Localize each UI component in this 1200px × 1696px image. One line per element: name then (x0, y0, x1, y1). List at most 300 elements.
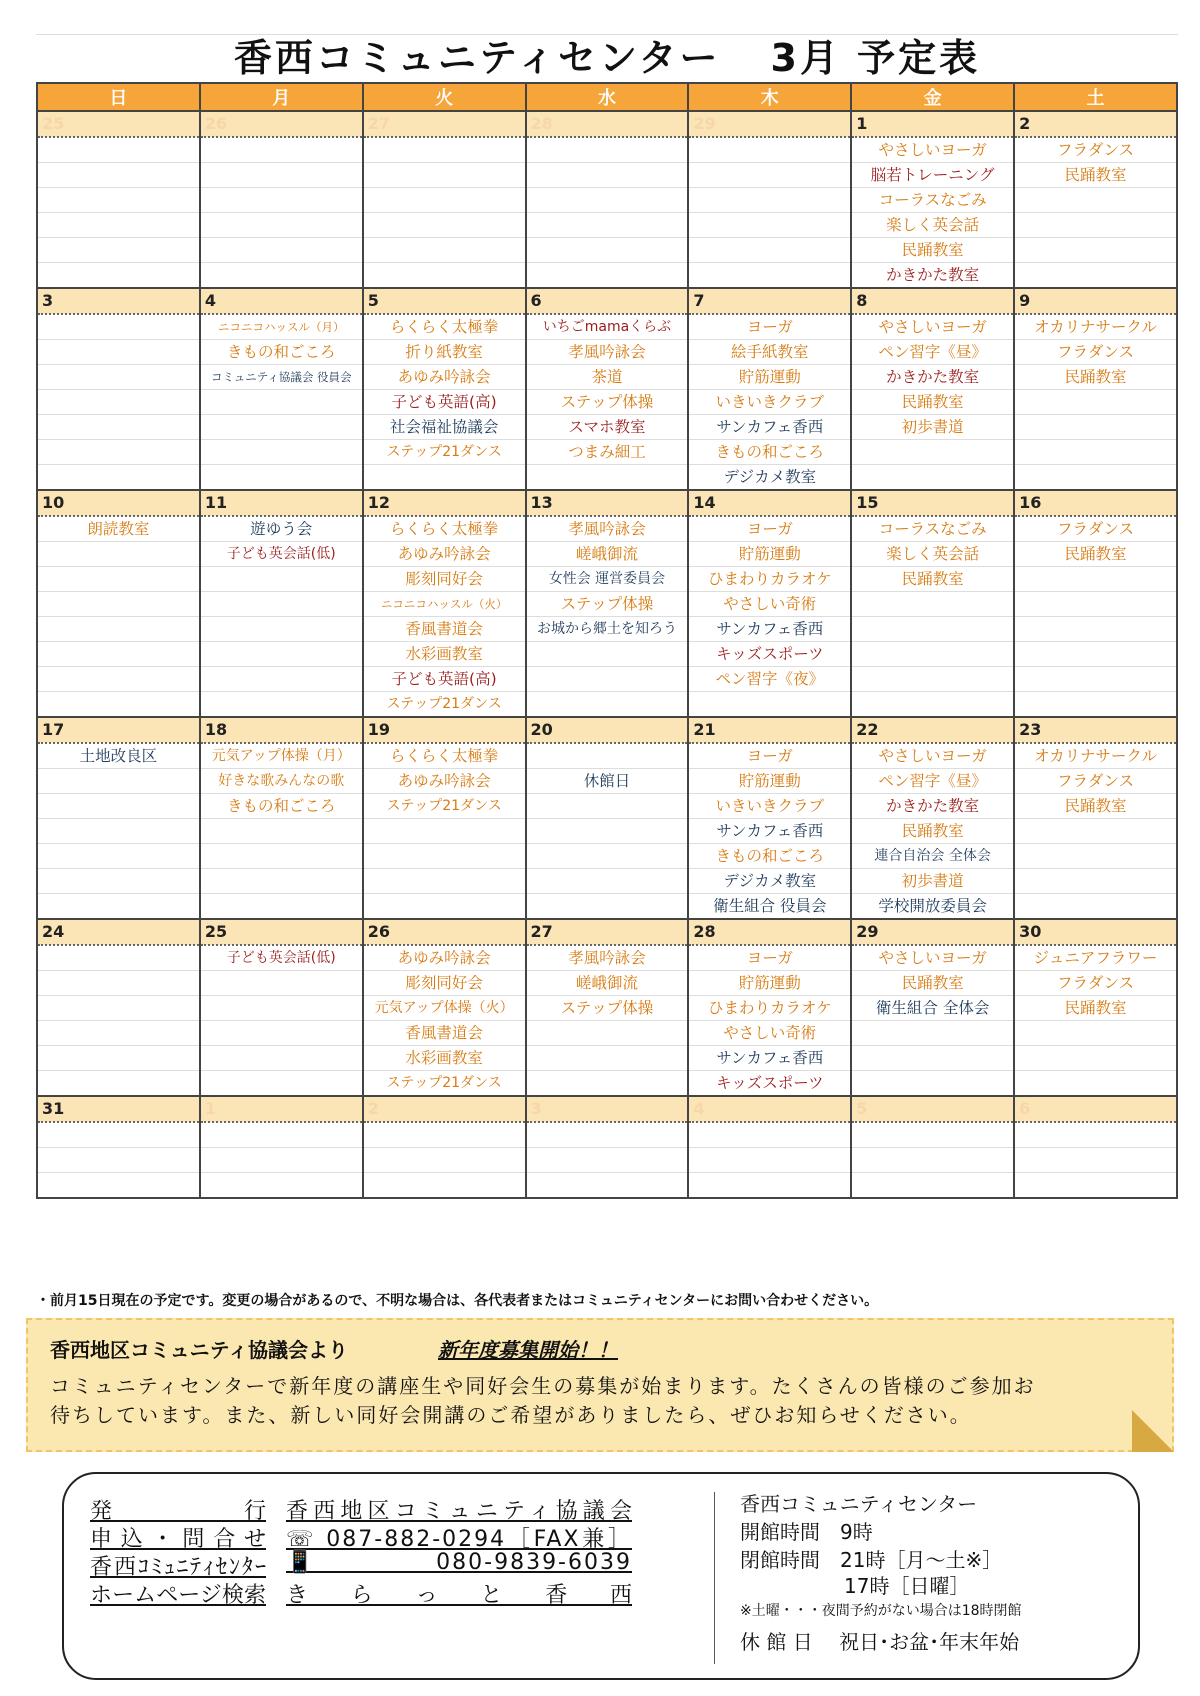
event-cell (200, 440, 363, 465)
announcement-line-1: コミュニティセンターで新年度の講座生や同好会生の募集が始まります。たくさんの皆様のご参加お (50, 1374, 1036, 1398)
event-cell (37, 1021, 200, 1046)
event-cell: フラダンス (1014, 769, 1177, 794)
event-cell (526, 263, 689, 289)
event-cell: 子ども英会話(低) (200, 542, 363, 567)
event-cell (851, 440, 1014, 465)
event-cell (200, 263, 363, 289)
event-cell: 女性会 運営委員会 (526, 567, 689, 592)
event-cell: あゆみ吟詠会 (363, 542, 526, 567)
date-cell: 5 (851, 1096, 1014, 1122)
event-cell: 衛生組合 役員会 (688, 894, 851, 920)
event-cell: 孝風吟詠会 (526, 340, 689, 365)
saturday-note: ※土曜・・・夜間予約がない場合は18時閉館 (740, 1603, 1022, 1619)
event-cell: 初歩書道 (851, 869, 1014, 894)
event-cell: 脳若トレーニング (851, 163, 1014, 188)
event-cell (200, 188, 363, 213)
event-cell (363, 263, 526, 289)
event-cell (200, 642, 363, 667)
date-cell: 2 (1014, 111, 1177, 137)
event-row (37, 137, 1177, 163)
event-cell: デジカメ教室 (688, 869, 851, 894)
event-row (37, 794, 1177, 819)
date-cell: 29 (851, 919, 1014, 945)
event-row (37, 819, 1177, 844)
date-cell: 6 (526, 288, 689, 314)
event-cell: 彫刻同好会 (363, 971, 526, 996)
event-cell: いきいきクラブ (688, 794, 851, 819)
event-cell (1014, 1046, 1177, 1071)
event-cell: ステップ21ダンス (363, 440, 526, 465)
event-cell: フラダンス (1014, 971, 1177, 996)
event-cell: きもの和ごころ (200, 340, 363, 365)
event-cell (200, 465, 363, 491)
event-cell (526, 1021, 689, 1046)
date-cell: 13 (526, 490, 689, 516)
date-row (37, 1096, 1177, 1122)
event-row (37, 390, 1177, 415)
event-cell (851, 465, 1014, 491)
event-cell: あゆみ吟詠会 (363, 365, 526, 390)
event-cell (37, 1046, 200, 1071)
event-cell (363, 894, 526, 920)
event-cell (1014, 238, 1177, 263)
event-cell: 民踊教室 (851, 238, 1014, 263)
holidays: 休 館 日 祝日･お盆･年末年始 (740, 1630, 1020, 1654)
event-cell (363, 844, 526, 869)
event-cell (851, 592, 1014, 617)
event-cell: 初歩書道 (851, 415, 1014, 440)
event-cell (363, 238, 526, 263)
event-cell (688, 1122, 851, 1148)
event-row (37, 1173, 1177, 1199)
event-row (37, 769, 1177, 794)
event-cell: 民踊教室 (1014, 542, 1177, 567)
event-cell: ヨーガ (688, 743, 851, 769)
announcement-heading: 香西地区コミュニティ協議会より (50, 1338, 348, 1362)
event-cell: らくらく太極拳 (363, 314, 526, 340)
date-cell: 19 (363, 717, 526, 743)
event-cell: 折り紙教室 (363, 340, 526, 365)
page-title (36, 34, 1178, 81)
event-cell (37, 592, 200, 617)
homepage-label: ホームページ検索 (90, 1583, 266, 1608)
event-cell: 貯筋運動 (688, 769, 851, 794)
event-cell (37, 667, 200, 692)
event-cell (200, 163, 363, 188)
event-cell: 休館日 (526, 769, 689, 794)
event-cell: お城から郷土を知ろう (526, 617, 689, 642)
event-cell (526, 869, 689, 894)
weekday-tue: 火 (363, 83, 526, 111)
date-cell: 2 (363, 1096, 526, 1122)
event-cell: きもの和ごころ (688, 440, 851, 465)
event-cell: らくらく太極拳 (363, 516, 526, 542)
event-cell: 民踊教室 (851, 567, 1014, 592)
event-cell (851, 1071, 1014, 1097)
event-cell (37, 769, 200, 794)
event-cell (37, 188, 200, 213)
event-cell (37, 263, 200, 289)
event-cell (1014, 390, 1177, 415)
event-cell (200, 819, 363, 844)
event-cell (851, 1148, 1014, 1173)
event-row (37, 340, 1177, 365)
event-cell (526, 642, 689, 667)
event-cell (688, 188, 851, 213)
calendar-table (36, 82, 1178, 1199)
date-cell: 3 (37, 288, 200, 314)
event-cell: 連合自治会 全体会 (851, 844, 1014, 869)
event-cell (37, 642, 200, 667)
event-cell (37, 163, 200, 188)
event-cell (363, 869, 526, 894)
event-cell: 民踊教室 (851, 390, 1014, 415)
date-cell: 26 (200, 111, 363, 137)
event-row (37, 542, 1177, 567)
date-cell: 6 (1014, 1096, 1177, 1122)
event-row (37, 314, 1177, 340)
event-cell (851, 617, 1014, 642)
event-cell (37, 945, 200, 971)
phone-number[interactable]: ☏ 087-882-0294［FAX兼］ (286, 1527, 632, 1552)
event-cell (1014, 1021, 1177, 1046)
event-cell (200, 415, 363, 440)
event-cell (688, 163, 851, 188)
event-cell (37, 213, 200, 238)
event-cell: 楽しく英会話 (851, 542, 1014, 567)
announcement-note (26, 1318, 1174, 1452)
event-row (37, 971, 1177, 996)
event-row (37, 188, 1177, 213)
event-row (37, 415, 1177, 440)
event-cell (37, 819, 200, 844)
event-cell: ステップ体操 (526, 592, 689, 617)
event-cell: オカリナサークル (1014, 314, 1177, 340)
event-cell: 孝風吟詠会 (526, 516, 689, 542)
event-cell: 元気アップ体操（月） (200, 743, 363, 769)
event-cell (363, 188, 526, 213)
event-cell (1014, 1148, 1177, 1173)
event-cell: ひまわりカラオケ (688, 567, 851, 592)
date-cell: 21 (688, 717, 851, 743)
event-cell: フラダンス (1014, 340, 1177, 365)
page-curl-shadow (1132, 1410, 1174, 1452)
event-row (37, 869, 1177, 894)
event-row (37, 1021, 1177, 1046)
event-cell (37, 617, 200, 642)
event-cell: やさしい奇術 (688, 1021, 851, 1046)
event-cell: つまみ細工 (526, 440, 689, 465)
event-cell: 好きな歌みんなの歌 (200, 769, 363, 794)
event-cell: 子ども英語(高) (363, 390, 526, 415)
date-cell: 20 (526, 717, 689, 743)
event-cell: ジュニアフラワー (1014, 945, 1177, 971)
weekday-fri: 金 (851, 83, 1014, 111)
event-cell (1014, 465, 1177, 491)
event-cell (526, 692, 689, 718)
event-cell: コーラスなごみ (851, 516, 1014, 542)
event-cell (1014, 567, 1177, 592)
event-cell: かきかた教室 (851, 365, 1014, 390)
event-cell (200, 1122, 363, 1148)
event-cell (37, 1122, 200, 1148)
event-cell: フラダンス (1014, 137, 1177, 163)
weekday-header-row (37, 83, 1177, 111)
event-row (37, 642, 1177, 667)
event-cell: 子ども英語(高) (363, 667, 526, 692)
event-cell: オカリナサークル (1014, 743, 1177, 769)
event-cell: ヨーガ (688, 516, 851, 542)
event-cell (1014, 1173, 1177, 1199)
event-cell (200, 869, 363, 894)
date-cell: 23 (1014, 717, 1177, 743)
event-cell (851, 667, 1014, 692)
event-row (37, 592, 1177, 617)
event-cell: 社会福祉協議会 (363, 415, 526, 440)
event-cell: キッズスポーツ (688, 1071, 851, 1097)
event-row (37, 844, 1177, 869)
date-row (37, 919, 1177, 945)
event-cell: 遊ゆう会 (200, 516, 363, 542)
center-name: 香西コミュニティセンター (233, 36, 721, 80)
event-cell: 朗読教室 (37, 516, 200, 542)
date-cell: 28 (688, 919, 851, 945)
event-cell: ペン習字《夜》 (688, 667, 851, 692)
event-cell (688, 1173, 851, 1199)
event-row (37, 440, 1177, 465)
date-row (37, 717, 1177, 743)
event-cell: 民踊教室 (851, 971, 1014, 996)
date-cell: 1 (200, 1096, 363, 1122)
date-cell: 1 (851, 111, 1014, 137)
event-cell (526, 137, 689, 163)
event-row (37, 263, 1177, 289)
event-row (37, 743, 1177, 769)
event-cell (526, 844, 689, 869)
event-row (37, 617, 1177, 642)
event-cell: かきかた教室 (851, 794, 1014, 819)
event-cell: サンカフェ香西 (688, 617, 851, 642)
event-row (37, 567, 1177, 592)
event-cell: ペン習字《昼》 (851, 769, 1014, 794)
contact-box (62, 1472, 1140, 1680)
event-cell (200, 971, 363, 996)
weekday-mon: 月 (200, 83, 363, 111)
event-row (37, 238, 1177, 263)
publisher-value: 香西地区コミュニティ協議会 (286, 1499, 632, 1524)
event-cell: コミュニティ協議会 役員会 (200, 365, 363, 390)
date-cell: 17 (37, 717, 200, 743)
event-cell (526, 794, 689, 819)
event-cell: やさしい奇術 (688, 592, 851, 617)
event-cell (363, 1148, 526, 1173)
event-row (37, 667, 1177, 692)
event-cell (1014, 667, 1177, 692)
date-cell: 26 (363, 919, 526, 945)
event-cell (200, 213, 363, 238)
event-cell (200, 844, 363, 869)
date-row (37, 490, 1177, 516)
weekday-thu: 木 (688, 83, 851, 111)
event-cell (200, 567, 363, 592)
event-cell: 衛生組合 全体会 (851, 996, 1014, 1021)
event-cell (363, 137, 526, 163)
event-cell (526, 188, 689, 213)
event-cell: あゆみ吟詠会 (363, 945, 526, 971)
event-cell (37, 794, 200, 819)
event-cell (526, 1122, 689, 1148)
event-cell (1014, 844, 1177, 869)
event-cell (363, 465, 526, 491)
event-cell (200, 1173, 363, 1199)
event-cell (1014, 642, 1177, 667)
footer-center-name: 香西コミュニティセンター (740, 1492, 978, 1516)
event-cell (200, 692, 363, 718)
event-cell (37, 996, 200, 1021)
event-cell (1014, 692, 1177, 718)
event-cell: ニコニコハッスル（月） (200, 314, 363, 340)
date-cell: 12 (363, 490, 526, 516)
event-cell: 民踊教室 (1014, 794, 1177, 819)
close-time: 閉館時間 21時［月～土※］ (740, 1548, 1003, 1572)
event-cell: 彫刻同好会 (363, 567, 526, 592)
event-cell (200, 617, 363, 642)
date-cell: 15 (851, 490, 1014, 516)
event-cell: 貯筋運動 (688, 365, 851, 390)
event-cell (1014, 869, 1177, 894)
date-cell: 8 (851, 288, 1014, 314)
date-cell: 7 (688, 288, 851, 314)
event-cell (200, 1021, 363, 1046)
event-cell (200, 238, 363, 263)
publisher-label: 発行 (90, 1499, 266, 1524)
event-cell: らくらく太極拳 (363, 743, 526, 769)
event-cell (526, 894, 689, 920)
date-cell: 30 (1014, 919, 1177, 945)
center-label: 香西ｺﾐｭﾆﾃｨｾﾝﾀｰ (90, 1555, 266, 1580)
event-cell (526, 238, 689, 263)
event-cell (1014, 1122, 1177, 1148)
event-cell (851, 692, 1014, 718)
event-cell (200, 1148, 363, 1173)
event-cell (37, 542, 200, 567)
date-cell: 10 (37, 490, 200, 516)
contact-divider (714, 1492, 715, 1664)
event-cell (526, 465, 689, 491)
event-cell (526, 163, 689, 188)
inquiry-label: 申込・問合せ (90, 1527, 266, 1552)
event-cell: 土地改良区 (37, 743, 200, 769)
event-row (37, 692, 1177, 718)
event-cell: フラダンス (1014, 516, 1177, 542)
event-cell (688, 238, 851, 263)
event-cell: 香風書道会 (363, 617, 526, 642)
event-cell (37, 844, 200, 869)
weekday-sat: 土 (1014, 83, 1177, 111)
date-cell: 16 (1014, 490, 1177, 516)
date-cell: 4 (688, 1096, 851, 1122)
event-cell (37, 692, 200, 718)
date-cell: 3 (526, 1096, 689, 1122)
event-cell (37, 465, 200, 491)
event-cell: 民踊教室 (1014, 996, 1177, 1021)
mobile-number[interactable]: 📱080-9839-6039 (286, 1550, 632, 1575)
event-cell (200, 996, 363, 1021)
date-cell: 27 (363, 111, 526, 137)
event-cell (1014, 213, 1177, 238)
event-cell: サンカフェ香西 (688, 819, 851, 844)
event-row (37, 996, 1177, 1021)
event-row (37, 945, 1177, 971)
event-cell: 貯筋運動 (688, 971, 851, 996)
event-cell: ステップ体操 (526, 996, 689, 1021)
date-row (37, 288, 1177, 314)
date-cell: 18 (200, 717, 363, 743)
event-cell (688, 1148, 851, 1173)
event-cell (688, 263, 851, 289)
event-cell (1014, 894, 1177, 920)
event-cell (37, 567, 200, 592)
date-cell: 14 (688, 490, 851, 516)
event-cell (526, 213, 689, 238)
event-cell (1014, 188, 1177, 213)
date-cell: 9 (1014, 288, 1177, 314)
event-cell (1014, 1071, 1177, 1097)
homepage-keyword[interactable]: きらっと香西 (286, 1583, 632, 1608)
event-cell: 孝風吟詠会 (526, 945, 689, 971)
date-cell: 4 (200, 288, 363, 314)
event-cell (200, 592, 363, 617)
event-cell: 元気アップ体操（火） (363, 996, 526, 1021)
event-row (37, 1148, 1177, 1173)
event-row (37, 365, 1177, 390)
event-cell: キッズスポーツ (688, 642, 851, 667)
event-cell: きもの和ごころ (200, 794, 363, 819)
event-cell: 子ども英会話(低) (200, 945, 363, 971)
date-cell: 22 (851, 717, 1014, 743)
event-cell: 嵯峨御流 (526, 971, 689, 996)
event-cell (37, 869, 200, 894)
event-cell: ステップ体操 (526, 390, 689, 415)
event-cell: やさしいヨーガ (851, 314, 1014, 340)
event-cell: スマホ教室 (526, 415, 689, 440)
event-cell: あゆみ吟詠会 (363, 769, 526, 794)
event-cell: いちごmamaくらぶ (526, 314, 689, 340)
event-cell: 民踊教室 (1014, 365, 1177, 390)
event-cell (363, 163, 526, 188)
event-cell: ステップ21ダンス (363, 794, 526, 819)
schedule-note: ・前月15日現在の予定です。変更の場合があるので、不明な場合は、各代表者またはコミュニティセンターにお問い合わせください。 (36, 1293, 879, 1309)
date-cell: 24 (37, 919, 200, 945)
event-cell (1014, 819, 1177, 844)
event-cell (526, 1148, 689, 1173)
event-row (37, 1046, 1177, 1071)
event-cell (688, 137, 851, 163)
event-cell (688, 213, 851, 238)
event-cell (37, 440, 200, 465)
event-cell: ニコニコハッスル（火） (363, 592, 526, 617)
event-cell (851, 642, 1014, 667)
event-cell (1014, 440, 1177, 465)
event-cell (363, 213, 526, 238)
event-cell: 水彩画教室 (363, 1046, 526, 1071)
event-cell: サンカフェ香西 (688, 415, 851, 440)
event-row (37, 516, 1177, 542)
event-cell (688, 692, 851, 718)
event-cell (200, 1046, 363, 1071)
event-cell: やさしいヨーガ (851, 137, 1014, 163)
event-cell (200, 894, 363, 920)
